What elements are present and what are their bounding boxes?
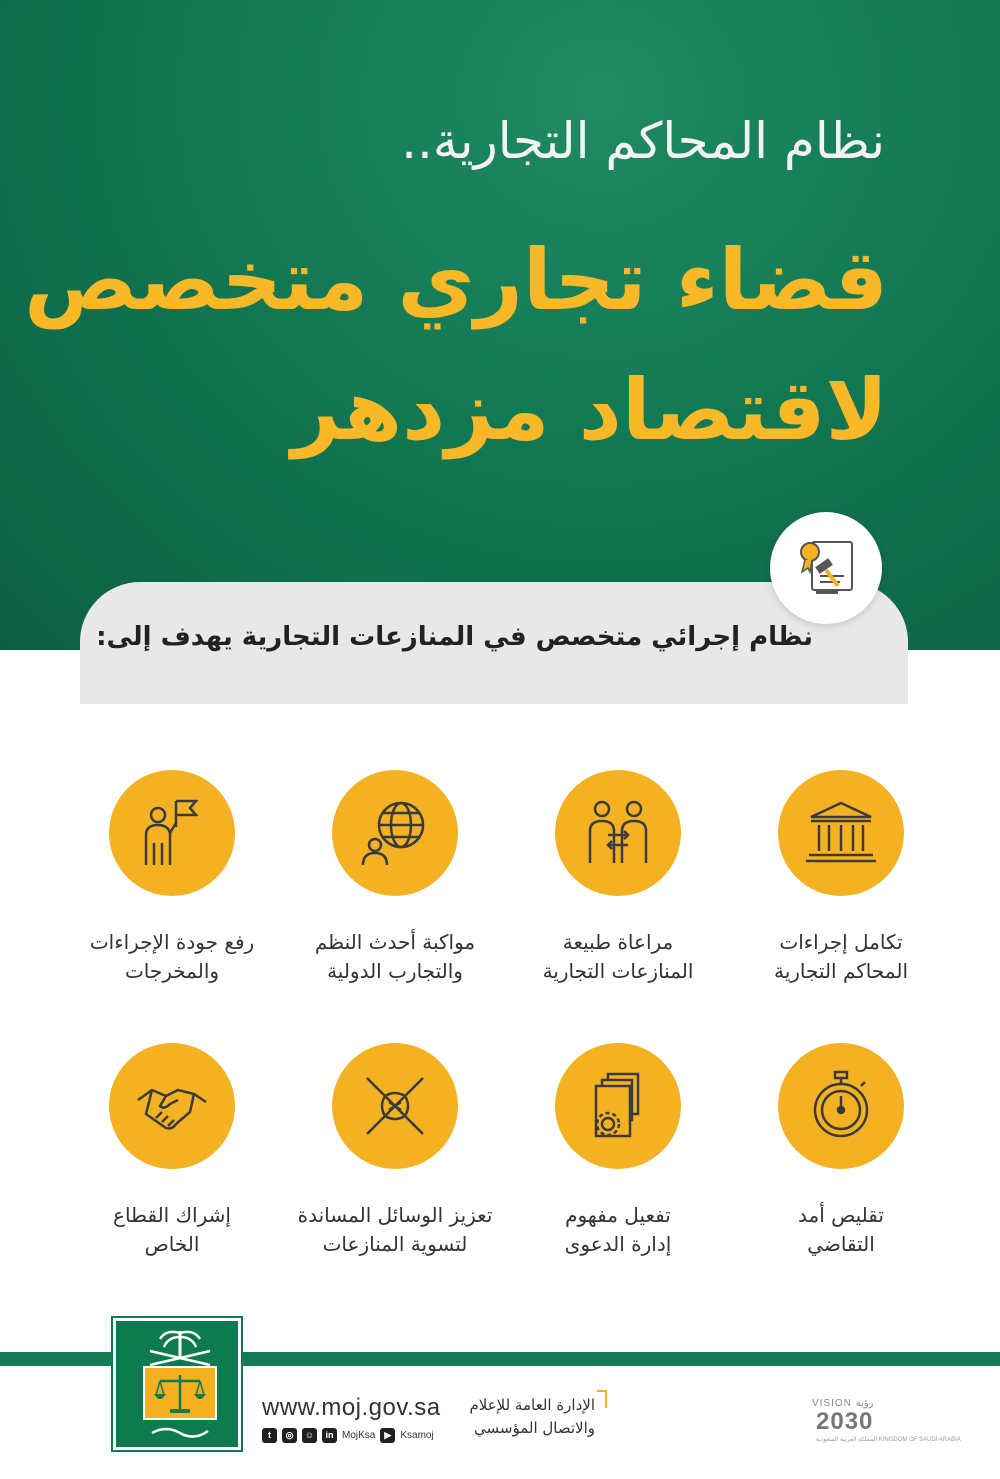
vision-label: VISION رؤية: [812, 1398, 874, 1409]
goal-label-line2: والمخرجات: [124, 959, 220, 983]
goal-label-line2: التقاضي: [807, 1232, 875, 1256]
goal-circle: [109, 770, 235, 896]
courthouse-icon: [801, 793, 881, 873]
department-line2: والاتصال المؤسسي: [474, 1419, 595, 1438]
goal-label-line1: مواكبة أحدث النظم: [314, 930, 476, 954]
vision-year: 2030: [816, 1408, 874, 1435]
goal-item: [62, 1043, 282, 1259]
gavel-certificate-icon: [790, 532, 862, 604]
stopwatch-icon: [801, 1066, 881, 1146]
goal-label-line2: والتجارب الدولية: [327, 959, 463, 983]
social-handle-1: MojKsa: [342, 1429, 376, 1441]
social-handle-2: Ksamoj: [400, 1429, 434, 1441]
goal-item: [285, 1043, 505, 1259]
goal-circle: [109, 1043, 235, 1169]
people-exchange-icon: [578, 793, 658, 873]
goal-item: [508, 770, 728, 986]
instagram-icon[interactable]: ◎: [282, 1428, 297, 1443]
goal-label-line2: لتسوية المنازعات: [322, 1232, 468, 1256]
goal-label-line1: تعزيز الوسائل المساندة: [297, 1203, 493, 1227]
hero-headline-line1: قضاء تجاري متخصص: [24, 231, 888, 329]
goal-label-line2: المحاكم التجارية: [773, 959, 909, 983]
goal-circle: [332, 1043, 458, 1169]
hero-headline-line2: لاقتصاد مزدهر: [291, 361, 888, 459]
joined-hands-icon: [355, 1066, 435, 1146]
goal-label-line1: تفعيل مفهوم: [565, 1203, 671, 1227]
department-line1: الإدارة العامة للإعلام: [469, 1396, 595, 1414]
social-links: [262, 1426, 434, 1444]
banner-badge: [770, 512, 882, 624]
goal-circle: [778, 770, 904, 896]
goal-item: [508, 1043, 728, 1259]
person-flag-icon: [132, 793, 212, 873]
website-url[interactable]: www.moj.gov.sa: [262, 1394, 441, 1421]
goal-circle: [778, 1043, 904, 1169]
globe-person-icon: [355, 793, 435, 873]
goal-label-line1: رفع جودة الإجراءات: [89, 930, 255, 954]
ministry-emblem: [113, 1318, 241, 1450]
linkedin-icon[interactable]: in: [322, 1428, 337, 1443]
goal-circle: [332, 770, 458, 896]
goal-label-line1: إشراك القطاع: [113, 1203, 231, 1227]
snapchat-icon[interactable]: ☺: [302, 1428, 317, 1443]
department-name: [460, 1394, 595, 1441]
vision-subtitle: المملكة العربية السعودية KINGDOM OF SAUDI ARABIA: [816, 1437, 961, 1443]
hero-kicker: نظام المحاكم التجارية..: [401, 112, 885, 170]
goal-item: [285, 770, 505, 986]
handshake-icon: [132, 1066, 212, 1146]
objectives-banner-text: نظام إجرائي متخصص في المنازعات التجارية يهدف إلى:: [96, 622, 813, 652]
bracket-accent: [597, 1390, 607, 1408]
twitter-icon[interactable]: t: [262, 1428, 277, 1443]
vision-2030-logo: [800, 1398, 961, 1448]
documents-gear-icon: [578, 1066, 658, 1146]
goal-label-line2: الخاص: [144, 1232, 200, 1256]
goal-circle: [555, 1043, 681, 1169]
goal-item: [731, 770, 951, 986]
goal-label-line1: مراعاة طبيعة: [562, 930, 674, 954]
youtube-icon[interactable]: ▶: [380, 1428, 395, 1443]
goal-label-line1: تكامل إجراءات: [779, 930, 903, 954]
goal-label-line2: المنازعات التجارية: [542, 959, 694, 983]
goal-item: [62, 770, 282, 986]
palm-swords-scales-icon: [116, 1321, 244, 1453]
goal-circle: [555, 770, 681, 896]
goal-item: [731, 1043, 951, 1259]
goal-label-line1: تقليص أمد: [798, 1203, 884, 1227]
goal-label-line2: إدارة الدعوى: [564, 1232, 672, 1256]
